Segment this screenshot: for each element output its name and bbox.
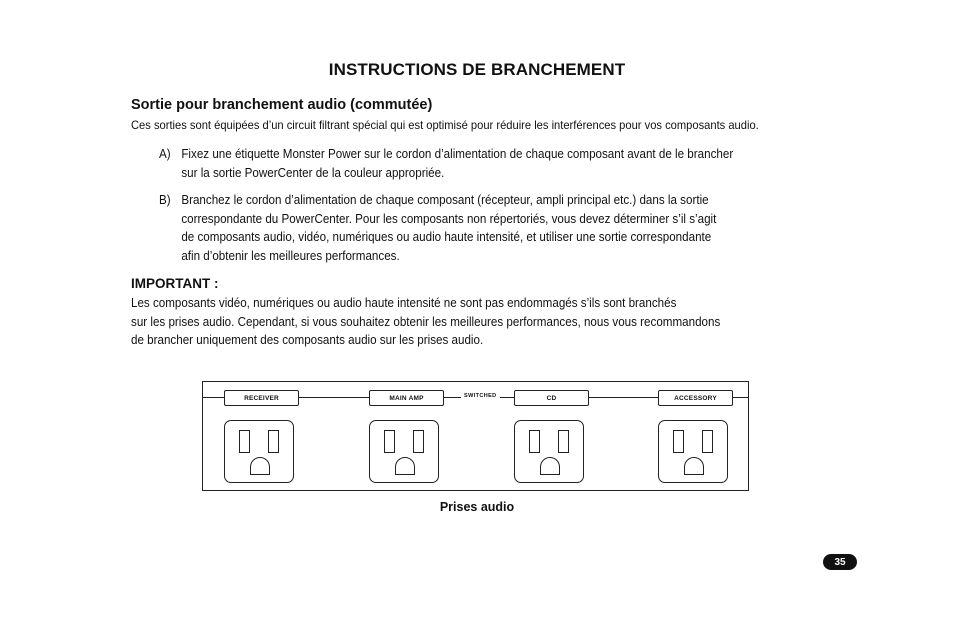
intro-paragraph: Ces sorties sont équipées d’un circuit filtrant spécial qui est optimisé pour réduire les interférences pour vos composants audio. [131,118,759,132]
item-line: de composants audio, vidéo, numériques ou audio haute intensité, et utiliser une sortie correspondante [181,230,712,244]
outlet-slot [558,430,569,453]
outlet-receptacle [658,420,728,483]
outlet-slot [268,430,279,453]
page-number-badge: 35 [823,554,857,570]
ground-hole [540,457,560,475]
switched-label: SWITCHED [461,393,500,399]
important-line: sur les prises audio. Cependant, si vous souhaitez obtenir les meilleures performances, nous vous recommandons [131,314,721,329]
outlet-slot [702,430,713,453]
outlet-receptacle [514,420,584,483]
important-line: de brancher uniquement des composants audio sur les prises audio. [131,333,484,347]
important-heading: IMPORTANT : [131,276,219,291]
label-strip [203,388,748,406]
outlet-slot [239,430,250,453]
ground-hole [684,457,704,475]
ground-hole [395,457,415,475]
outlet-slot [384,430,395,453]
outlet-panel-illustration [202,381,749,491]
outlet-label-receiver: RECEIVER [224,390,299,406]
instruction-item-a [159,145,733,182]
item-line: afin d’obtenir les meilleures performances. [181,248,400,263]
outlet-receptacle [224,420,294,483]
section-heading: Sortie pour branchement audio (commutée) [131,97,433,113]
important-line: Les composants vidéo, numériques ou audio haute intensité ne sont pas endommagés s’ils sont branchés [131,296,677,310]
figure-caption: Prises audio [439,500,515,514]
item-line: Fixez une étiquette Monster Power sur le cordon d’alimentation de chaque composant avant de le brancher [181,147,734,161]
important-paragraph [131,294,720,350]
outlet-label-accessory: ACCESSORY [658,390,733,406]
ground-hole [250,457,270,475]
outlet-receptacle [369,420,439,483]
outlet-slot [413,430,424,453]
instruction-item-b [159,191,716,265]
outlet-label-cd: CD [514,390,589,406]
item-line: correspondante du PowerCenter. Pour les composants non répertoriés, vous devez déterminer s’il s’agit [181,211,717,226]
outlet-label-main-amp: MAIN AMP [369,390,444,406]
item-line: sur la sortie PowerCenter de la couleur appropriée. [181,165,445,180]
outlet-slot [673,430,684,453]
item-marker: A) [159,147,171,161]
item-line: Branchez le cordon d’alimentation de chaque composant (récepteur, ampli principal etc.) dans la sortie [181,193,709,207]
outlet-slot [529,430,540,453]
item-marker: B) [159,193,171,207]
page-title: INSTRUCTIONS DE BRANCHEMENT [328,60,626,79]
